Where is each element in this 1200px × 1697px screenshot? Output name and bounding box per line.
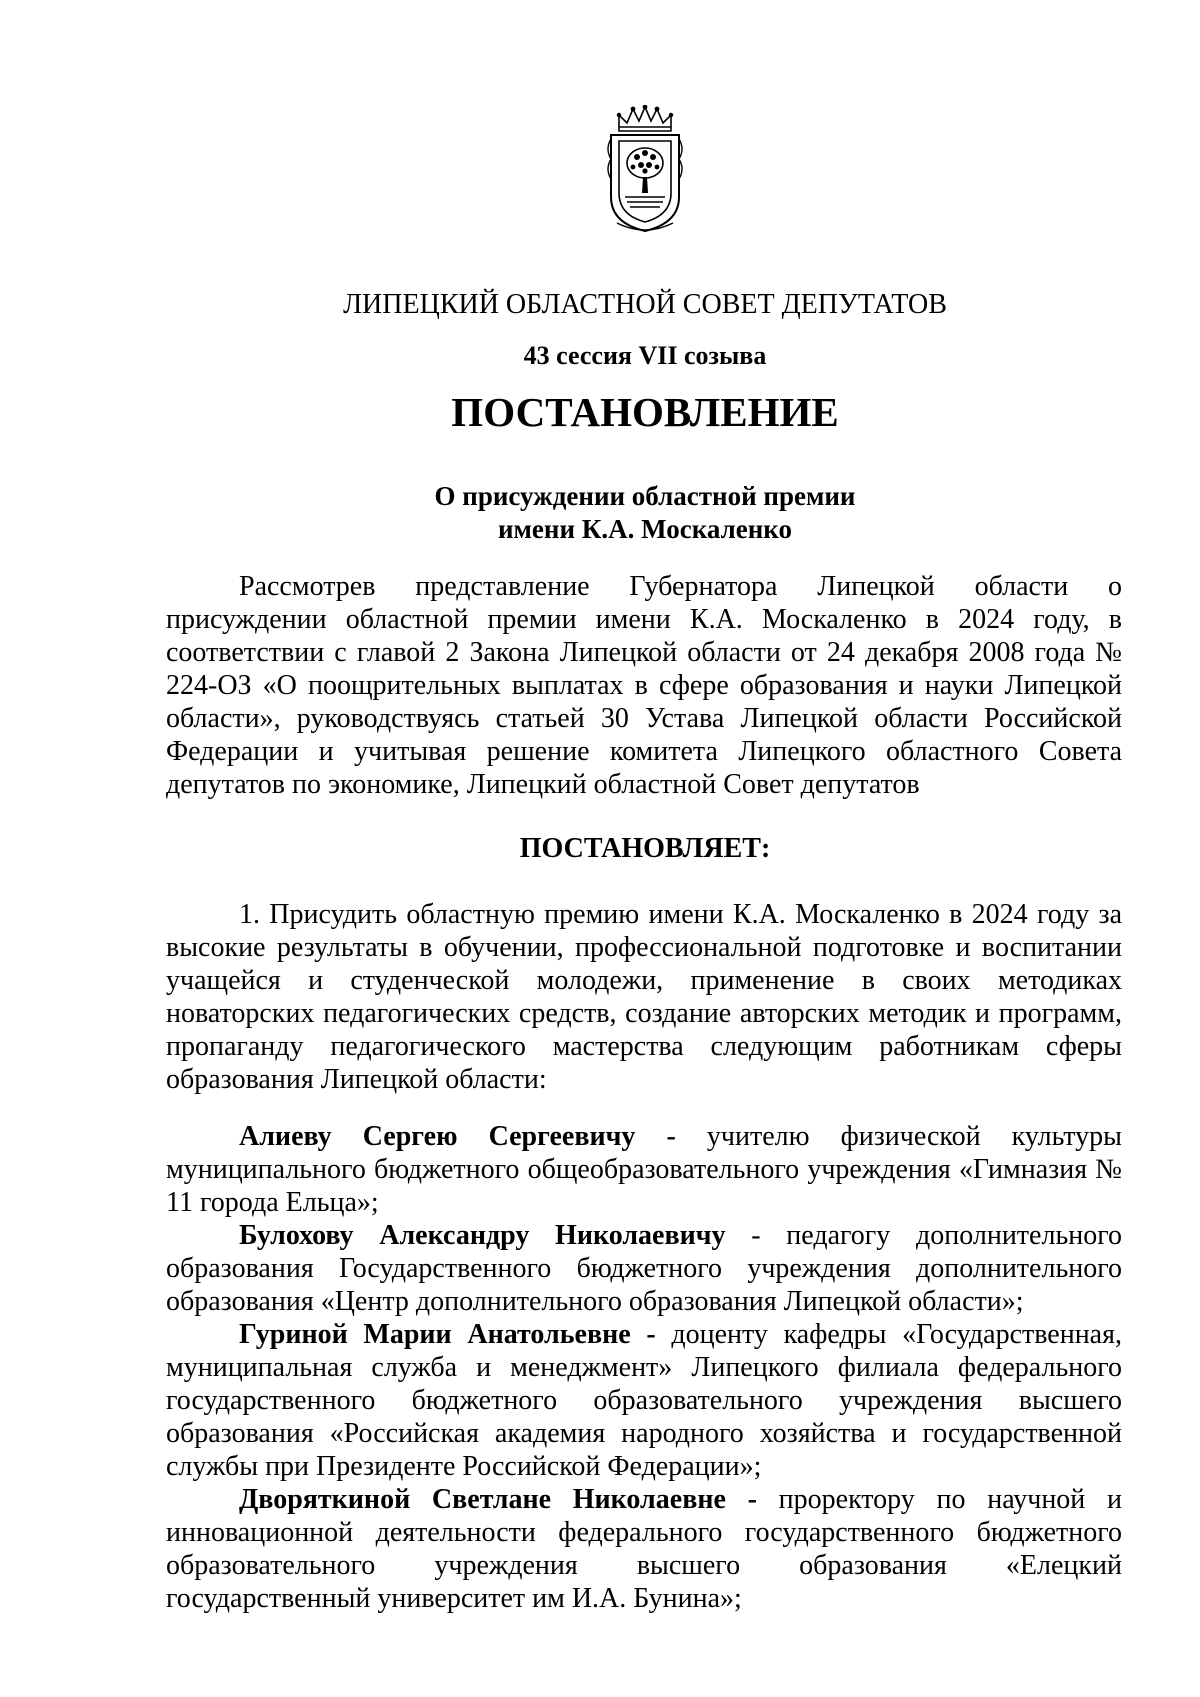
document-type-title: ПОСТАНОВЛЕНИЕ xyxy=(451,389,839,435)
awardee-entry xyxy=(166,1120,1122,1219)
awardee-name: Гуриной Марии Анатольевне - xyxy=(239,1319,656,1350)
awardee-entry xyxy=(166,1483,1122,1615)
awardee-position: доценту кафедры «Государственная, муниципальная служба и менеджмент» Липецкого филиала федерального государственного бюджетного образовательного учреждения высшего образования «Российская академия народного хозяйства и государственной службы при Президенте Российской Федерации»; xyxy=(166,1319,1122,1482)
awardee-position: - педагогу дополнительного образования Государственного бюджетного учреждения дополнительного образования «Центр дополнительного образования Липецкой области»; xyxy=(166,1220,1122,1317)
intro-section xyxy=(166,570,1122,801)
lipetsk-coat-of-arms-icon xyxy=(603,105,687,235)
item-1-section xyxy=(166,898,1122,1096)
decree-heading: ПОСТАНОВЛЯЕТ: xyxy=(519,833,771,864)
document-subject xyxy=(150,480,1140,546)
organization-name: ЛИПЕЦКИЙ ОБЛАСТНОЙ СОВЕТ ДЕПУТАТОВ xyxy=(343,289,947,320)
awardee-position: учителю физической культуры муниципального бюджетного общеобразовательного учреждения «Гимназия № 11 города Ельца»; xyxy=(166,1121,1122,1218)
awardee-position: проректору по научной и инновационной деятельности федерального государственного бюджетного образовательного учреждения высшего образования «Елецкий государственный университет им И.А. Бунина»; xyxy=(166,1484,1123,1614)
intro-paragraph: Рассмотрев представление Губернатора Липецкой области о присуждении областной премии имени К.А. Москаленко в 2024 году, в соответствии с главой 2 Закона Липецкой области от 24 декабря 2008 года № 224-ОЗ «О поощрительных выплатах в сфере образования и науки Липецкой области», руководствуясь статьей 30 Устава Липецкой области Российской Федерации и учитывая решение комитета Липецкого областного Совета депутатов по экономике, Липецкий областной Совет депутатов xyxy=(166,571,1122,800)
awardee-entry xyxy=(166,1318,1122,1483)
awardees-list xyxy=(166,1120,1122,1615)
session-label: 43 сессия VII созыва xyxy=(523,341,767,370)
awardee-name: Дворяткиной Светлане Николаевне - xyxy=(239,1484,757,1515)
item-1-paragraph: 1. Присудить областную премию имени К.А. Москаленко в 2024 году за высокие результаты в обучении, профессиональной подготовке и воспитании учащейся и студенческой молодежи, применение в своих методиках новаторских педагогических средств, создание авторских методик и программ, пропаганду педагогического мастерства следующим работникам сферы образования Липецкой области: xyxy=(166,899,1122,1095)
subject-line-2: имени К.А. Москаленко xyxy=(497,514,792,544)
awardee-entry xyxy=(166,1219,1122,1318)
awardee-name: Алиеву Сергею Сергеевичу - xyxy=(239,1121,676,1152)
awardee-name: Булохову Александру Николаевичу xyxy=(239,1220,726,1251)
subject-line-1: О присуждении областной премии xyxy=(434,481,856,511)
